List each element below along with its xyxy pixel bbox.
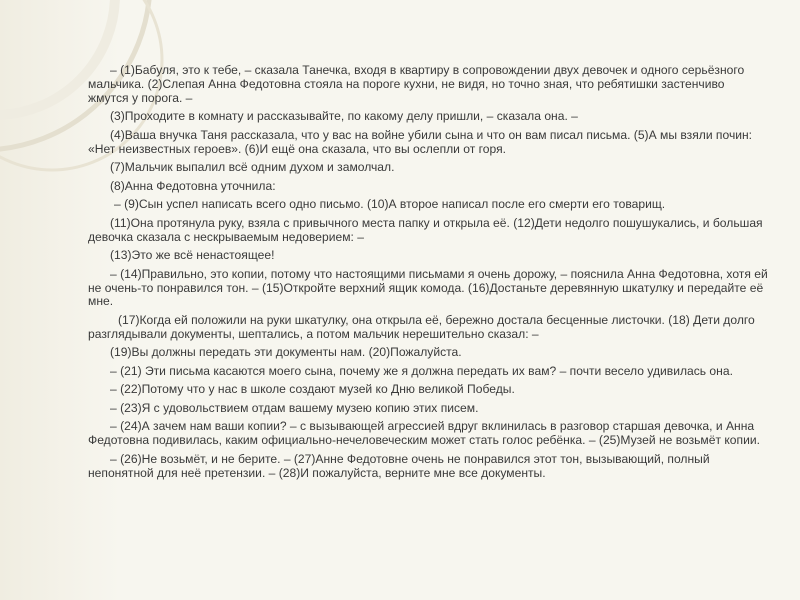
paragraph-9: – (14)Правильно, это копии, потому что настоящими письмами я очень дорожу, – пояснила Анна Федотовна, хотя ей не очень-то понравился тон. – (15)Откройте верхний ящик комода. (16)Достаньте деревянную шкатулку и передайте её мне. (88, 266, 768, 309)
paragraph-13: – (22)Потому что у нас в школе создают музей ко Дню великой Победы. (110, 382, 515, 397)
paragraph-1: – (1)Бабуля, это к тебе, – сказала Танечка, входя в квартиру в сопровождении двух девочек и одного серьёзного мальчика. (2)Слепая Анна Федотовна стояла на пороге кухни, не видя, но точно зная, что ребятишки застенчиво жмутся у порога. – (88, 63, 745, 105)
paragraph-8: (13)Это же всё ненастоящее! (110, 248, 275, 263)
paragraph-16: – (26)Не возьмёт, и не берите. – (27)Анне Федотовне очень не понравился этот тон, вызывающий, полный непонятной для неё претензии. – (28)И пожалуйста, верните мне все документы. (88, 451, 710, 480)
paragraph-3: (4)Ваша внучка Таня рассказала, что у вас на войне убили сына и что он вам писал письма. (5)А мы взяли почин: «Нет неизвестных героев». (6)И ещё она сказала, что вы ослепли от горя. (88, 127, 753, 156)
paragraph-7: (11)Она протянула руку, взяла с привычного места папку и открыла её. (12)Дети недолго пошушукались, и большая девочка сказала с нескрываемым недоверием: – (88, 215, 763, 244)
paragraph-12: – (21) Эти письма касаются моего сына, почему же я должна передать их вам? – почти весело удивилась она. (110, 363, 733, 378)
paragraph-4: (7)Мальчик выпалил всё одним духом и замолчал. (110, 160, 395, 175)
paragraph-5: (8)Анна Федотовна уточнила: (110, 178, 276, 193)
paragraph-15: – (24)А зачем нам ваши копии? – с вызывающей агрессией вдруг вклинилась в разговор старшая девочка, и Анна Федотовна подивилась, каким официально-нечеловеческим может стать голос ребёнка. – (25)Музей не возьмёт копии. (88, 419, 760, 448)
paragraph-11: (19)Вы должны передать эти документы нам. (20)Пожалуйста. (110, 345, 462, 360)
paragraph-2: (3)Проходите в комнату и рассказывайте, по какому делу пришли, – сказала она. – (110, 109, 578, 124)
paragraph-6: – (9)Сын успел написать всего одно письмо. (10)А второе написал после его смерти его товарищ. (114, 197, 666, 212)
paragraph-14: – (23)Я с удовольствием отдам вашему музею копию этих писем. (110, 400, 479, 415)
paragraph-10: (17)Когда ей положили на руки шкатулку, она открыла её, бережно достала бесценные листочки. (18) Дети долго разглядывали документы, шептались, а потом мальчик нерешительно сказал: – (88, 312, 755, 341)
story-text (88, 64, 768, 485)
